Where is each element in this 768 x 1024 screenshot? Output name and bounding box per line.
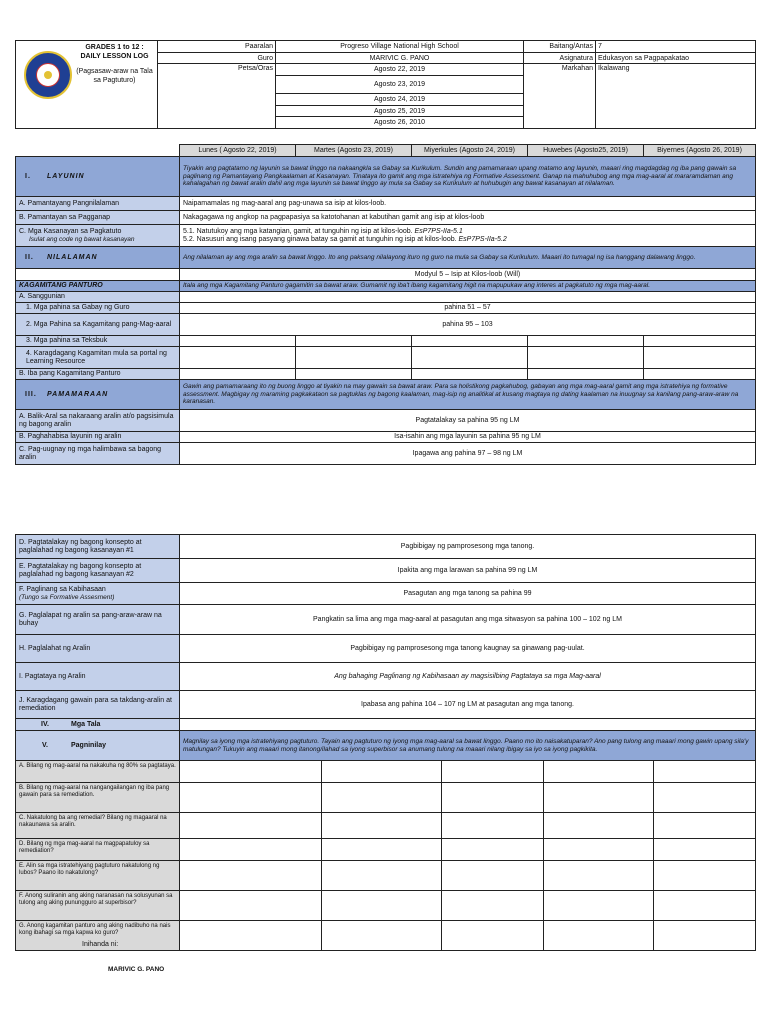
petsa-label: Petsa/Oras <box>158 64 276 129</box>
learning-resource-label: 4. Karagdagang Kagamitan mula sa portal ng Learning Resource <box>16 347 180 369</box>
layunin-description: Tiyakin ang pagtatamo ng layunin sa bawat linggo na nakaangkla sa Gabay sa Kurikulum. Sundin ang pamamaraan upang matamo ang layunin, maaari ring magdagdag ng iba pang gawain sa paglinang ng Pamantayang Pangkaalaman at Kasanayan. Tinataya ito gamit ang mga istratehiya ng Formative Assessment. Ganap na mahuhubog ang mga mag-aaral at mararamdaman ang kahalagahan ng bawat aralin dahil ang mga layunin sa bawat linggo ay mula sa Gabay sa Kurikulum at huhubugin ang bawat kasanayan at nilalaman. <box>180 157 756 197</box>
date-5: Agosto 26, 2010 <box>276 117 524 129</box>
kabihasaan-note: (Tungo sa Formative Assesment) <box>19 593 115 601</box>
gabay-guro-label: 1. Mga pahina sa Gabay ng Guro <box>16 303 180 314</box>
konsepto-2-value: Ipakita ang mga larawan sa pahina 99 ng LM <box>180 559 756 583</box>
pamantayan-pagganap-label: B. Pamantayan sa Pagganap <box>16 211 180 225</box>
layunin-aralin-label: B. Paghahabisa layunin ng aralin <box>16 432 180 443</box>
baitang-value: 7 <box>596 41 756 53</box>
karagdagang-gawain-value: Ipabasa ang pahina 104 – 107 ng LM at pasagutan ang mga tanong. <box>180 691 756 719</box>
balik-aral-value: Pagtatalakay sa pahina 95 ng LM <box>180 410 756 432</box>
kasanayan-note: Isulat ang code ng bawat kasanayan <box>29 235 135 243</box>
layunin-aralin-value: Isa-isahin ang mga layunin sa pahina 95 ng LM <box>180 432 756 443</box>
section-pamamaraan-num: III. <box>25 390 37 398</box>
reflection-question-c: C. Nakatulong ba ang remedial? Bilang ng magaaral na nakaunawa sa aralin. <box>16 813 180 839</box>
pagtataya-label: I. Pagtataya ng Aralin <box>16 663 180 691</box>
balik-aral-label: A. Balik-Aral sa nakaraang aralin at/o pagsisimula ng bagong aralin <box>16 410 180 432</box>
guro-value: MARIVIC G. PANO <box>276 52 524 64</box>
kabihasaan-value: Pasagutan ang mga tanong sa pahina 99 <box>180 583 756 605</box>
paaralan-value: Progreso Village National High School <box>276 41 524 53</box>
header-note: (Pagsasaw-araw na Tala sa Pagtuturo) <box>76 68 153 84</box>
guro-label: Guro <box>158 52 276 64</box>
asignatura-label: Asignatura <box>524 52 596 64</box>
mga-tala-num: IV. <box>41 720 49 728</box>
pagninilay-num: V. <box>42 741 48 749</box>
header-title-cell <box>16 41 158 129</box>
date-4: Agosto 25, 2019 <box>276 105 524 117</box>
date-1: Agosto 22, 2019 <box>276 64 524 76</box>
reflection-question-f: F. Anong suliranin ang aking naranasan na solusyunan sa tulong ang aking punungguro at superbisor? <box>16 891 180 921</box>
reflection-question-e: E. Alin sa mga istratehiyang pagtuturo nakatulong ng lubos? Paano ito nakatulong? <box>16 861 180 891</box>
header-subtitle: DAILY LESSON LOG <box>80 53 149 60</box>
kasanayan-code-1: EsP7PS-IIa-5.1 <box>414 227 463 235</box>
date-2: Agosto 23, 2019 <box>276 76 524 94</box>
modyul-value: Modyul 5 – Isip at Kilos-loob (Will) <box>180 269 756 281</box>
prepared-by-label: Inihanda ni: <box>82 941 119 948</box>
konsepto-1-label: D. Pagtatalakay ng bagong konsepto at paglalahad ng bagong kasanayan #1 <box>16 535 180 559</box>
kasanayan-label: C. Mga Kasanayan sa Pagkatuto <box>19 227 122 235</box>
day-friday: Biyernes (Agosto 26, 2019) <box>644 145 756 157</box>
deped-seal-logo <box>24 51 72 99</box>
kasanayan-value-1: 5.1. Natutukoy ang mga katangian, gamit, at tunguhin ng isip at kilos-loob. <box>183 227 413 235</box>
reflection-question-b: B. Bilang ng mag-aaral na nangangailangan ng iba pang gawain para sa remediation. <box>16 783 180 813</box>
section-nilalaman <box>16 247 180 269</box>
kabihasaan-label-cell <box>16 583 180 605</box>
kabihasaan-label: F. Paglinang sa Kabihasaan <box>19 585 106 593</box>
baitang-label: Baitang/Antas <box>524 41 596 53</box>
paglalapat-label: G. Paglalapat ng aralin sa pang-araw-araw na buhay <box>16 605 180 635</box>
day-wednesday: Miyerkules (Agosto 24, 2019) <box>412 145 528 157</box>
pamamaraan-description: Gawin ang pamamaraang ito ng buong linggo at tiyakin na may gawain sa bawat araw. Para sa holistikong pagkahubog, gabayan ang mga mag-aaral gamit ang mga istratehiya ng formative assessment. Magbigay ng maraming pagkakataon sa pagtuklas ng bagong kaalaman, mag-isip ng analitikal at kusang magtaya ng dating kaalaman na inuugnay sa kanilang pang-araw-araw na karanasan. <box>180 380 756 410</box>
section-layunin-num: I. <box>25 172 31 180</box>
kagamitang-mag-aaral-label: 2. Mga Pahina sa Kagamitang pang-Mag-aaral <box>16 314 180 336</box>
markahan-label: Markahan <box>524 64 596 129</box>
section-mga-tala <box>16 719 180 731</box>
pag-uugnay-label: C. Pag-uugnay ng mga halimbawa sa bagong aralin <box>16 443 180 465</box>
prepared-by-name: MARIVIC G. PANO <box>108 966 165 973</box>
day-thursday: Huwebes (Agosto25, 2019) <box>528 145 644 157</box>
lesson-log-table <box>15 144 756 465</box>
nilalaman-description: Ang nilalaman ay ang mga aralin sa bawat linggo. Ito ang paksang nilalayong ituro ng guro na mula sa Gabay sa Kurikulum. Maaari ito tumagal ng isa hanggang dalawang linggo. <box>180 247 756 269</box>
kagamitan-description: Itala ang mga Kagamitang Panturo gagamitin sa bawat araw. Gumamit ng iba't ibang kagamitang higit na mapupukaw ang interes at pagkatuto ng mga mag-aaral. <box>180 281 756 292</box>
kasanayan-code-2: EsP7PS-IIa-5.2 <box>458 235 507 243</box>
konsepto-1-value: Pagbibigay ng pamprosesong mga tanong. <box>180 535 756 559</box>
pag-uugnay-value: Ipagawa ang pahina 97 – 98 ng LM <box>180 443 756 465</box>
kagamitan-title: KAGAMITANG PANTURO <box>16 281 180 292</box>
pamantayan-pagganap-value: Nakagagawa ng angkop na pagpapasiya sa katotohanan at kabutihan gamit ang isip at kilos-loob <box>180 211 756 225</box>
section-pagninilay <box>16 731 180 761</box>
karagdagang-gawain-label: J. Karagdagang gawain para sa takdang-aralin at remediation <box>16 691 180 719</box>
mga-tala-title: Mga Tala <box>71 720 101 728</box>
pamantayang-pangnilalaman-label: A. Pamantayang Pangnilalaman <box>16 197 180 211</box>
section-nilalaman-title: NILALAMAN <box>47 253 98 261</box>
markahan-value: Ikalawang <box>596 64 756 129</box>
sanggunian-label: A. Sanggunian <box>16 292 180 303</box>
day-monday: Lunes ( Agosto 22, 2019) <box>180 145 296 157</box>
pamantayang-pangnilalaman-value: Naipamamalas ng mag-aaral ang pag-unawa sa isip at kilos-loob. <box>180 197 756 211</box>
kasanayan-value-cell <box>180 225 756 247</box>
date-3: Agosto 24, 2019 <box>276 94 524 106</box>
section-layunin-title: LAYUNIN <box>47 172 85 180</box>
section-pamamaraan <box>16 380 180 410</box>
reflection-question-d: D. Bilang ng mga mag-aaral na magpapatuloy sa remediation? <box>16 839 180 861</box>
paglalapat-value: Pangkatin sa lima ang mga mag-aaral at pasagutan ang mga sitwasyon sa pahina 100 – 102 ng LM <box>180 605 756 635</box>
header-table <box>15 40 756 129</box>
kagamitang-mag-aaral-value: pahina 95 – 103 <box>180 314 756 336</box>
section-pamamaraan-title: PAMAMARAAN <box>47 390 109 398</box>
asignatura-value: Edukasyon sa Pagpapakatao <box>596 52 756 64</box>
paaralan-label: Paaralan <box>158 41 276 53</box>
section-layunin <box>16 157 180 197</box>
paglalahat-label: H. Paglalahat ng Aralin <box>16 635 180 663</box>
lesson-log-table-continued <box>15 534 756 951</box>
gabay-guro-value: pahina 51 – 57 <box>180 303 756 314</box>
paglalahat-value: Pagbibigay ng pamprosesong mga tanong kaugnay sa ginawang pag-uulat. <box>180 635 756 663</box>
section-nilalaman-num: II. <box>25 253 34 261</box>
day-tuesday: Martes (Agosto 23, 2019) <box>296 145 412 157</box>
iba-pang-kagamitan-label: B. Iba pang Kagamitang Panturo <box>16 369 180 380</box>
kasanayan-value-2: 5.2. Nasusuri ang isang pasyang ginawa batay sa gamit at tunguhin ng isip at kilos-loob. <box>183 235 457 243</box>
kasanayan-label-cell <box>16 225 180 247</box>
pagninilay-title: Pagninilay <box>71 741 107 749</box>
pagtataya-value: Ang bahaging Paglinang ng Kabihasaan ay magsisilbing Pagtataya sa mga Mag-aaral <box>180 663 756 691</box>
pagninilay-description: Magnilay sa iyong mga istratehiyang pagtuturo. Tayain ang pagtuturo ng iyong mga mag-aaral sa bawat linggo. Paano mo ito naisakatuparan? Ano pang tulong ang maaari mong gawin upang sila'y matulungan? Tukuyin ang maaari mong itanong/ilahad sa iyong superbisor sa anumang tulong na maaari nilang ibigay sa iyo sa iyong pagkikita. <box>180 731 756 761</box>
header-title: GRADES 1 to 12 : <box>85 44 144 51</box>
reflection-question-a: A. Bilang ng mag-aaral na nakakuha ng 80% sa pagtataya. <box>16 761 180 783</box>
konsepto-2-label: E. Pagtatalakay ng bagong konsepto at paglalahad ng bagong kasanayan #2 <box>16 559 180 583</box>
teksbuk-label: 3. Mga pahina sa Teksbuk <box>16 336 180 347</box>
reflection-question-g: G. Anong kagamitan panturo ang aking nadibuho na nais kong ibahagi sa mga kapwa ko guro? <box>16 921 180 951</box>
